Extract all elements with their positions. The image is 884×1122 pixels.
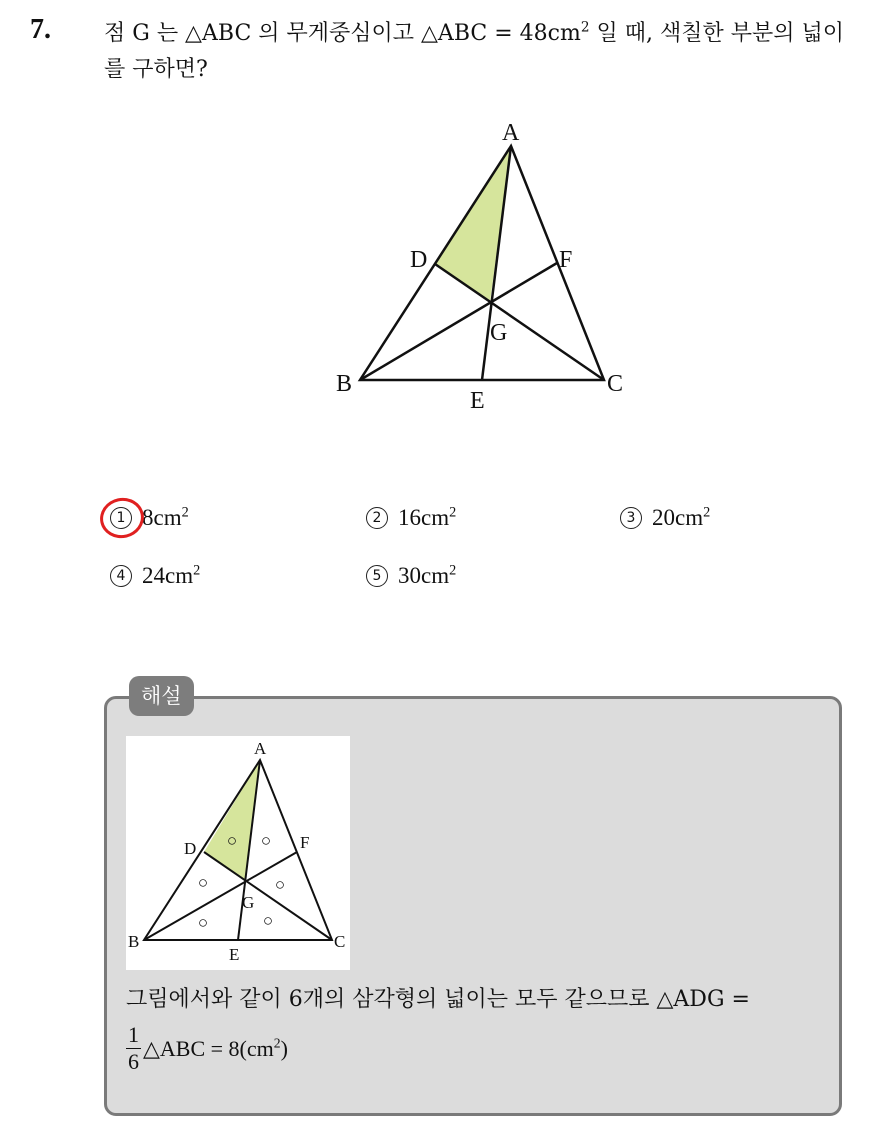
triangle-figure	[320, 110, 640, 420]
choice-1-value: $8cm^2$	[142, 504, 189, 530]
label-a: A	[502, 120, 520, 146]
choice-2-value: $16cm^2$	[398, 504, 457, 530]
fraction	[126, 1022, 141, 1075]
label-e: E	[470, 388, 485, 414]
solution-median-bf	[144, 852, 297, 940]
choice-3[interactable]	[620, 502, 710, 534]
median-cd	[435, 264, 604, 380]
solution-label-c: C	[334, 932, 346, 951]
choice-1-mark: 1	[110, 507, 132, 529]
choice-2[interactable]	[366, 502, 456, 534]
solution-text: 그림에서와 같이 6개의 삼각형의 넓이는 모두 같으므로 △ADG =	[126, 987, 750, 1012]
solution-label-f: F	[300, 833, 310, 852]
equal-area-marker-1: ○	[226, 831, 238, 850]
choice-5[interactable]	[366, 560, 456, 592]
equal-area-marker-3: ○	[197, 873, 209, 892]
label-b: B	[336, 371, 353, 397]
choice-3-value: $20cm^2$	[652, 504, 711, 530]
equal-area-marker-6: ○	[262, 911, 274, 930]
question-text: 점 G 는 △ABC 의 무게중심이고 △ABC = $48cm^2$ 일 때, 색칠한 부분의 넓이를 구하면?	[104, 19, 844, 82]
fraction-denominator: 6	[128, 1049, 139, 1074]
solution-shaded-triangle	[204, 760, 260, 880]
solution-label-d: D	[184, 839, 197, 858]
label-g: G	[490, 320, 508, 346]
choice-5-mark: 5	[366, 565, 388, 587]
label-c: C	[607, 371, 624, 397]
solution-label-b: B	[128, 932, 140, 951]
choice-4[interactable]	[110, 560, 200, 592]
solution-formula	[126, 1022, 288, 1082]
solution-label-a: A	[254, 739, 267, 758]
solution-label-e: E	[229, 945, 240, 964]
equal-area-marker-2: ○	[260, 831, 272, 850]
choice-4-value: $24cm^2$	[142, 562, 201, 588]
label-d: D	[410, 247, 428, 273]
formula-rest: △ABC = $8(cm^2)$	[143, 1035, 288, 1061]
solution-figure	[126, 736, 350, 970]
solution-label-g: G	[242, 893, 255, 912]
choice-2-mark: 2	[366, 507, 388, 529]
equal-area-marker-4: ○	[274, 875, 286, 894]
question-number: 7.	[30, 14, 51, 45]
fraction-numerator: 1	[128, 1022, 139, 1047]
choice-3-mark: 3	[620, 507, 642, 529]
solution-tag: 해설	[129, 676, 194, 716]
choice-4-mark: 4	[110, 565, 132, 587]
equal-area-marker-5: ○	[197, 913, 209, 932]
label-f: F	[559, 247, 573, 273]
choice-5-value: $30cm^2$	[398, 562, 457, 588]
shaded-triangle-adg	[435, 146, 511, 302]
